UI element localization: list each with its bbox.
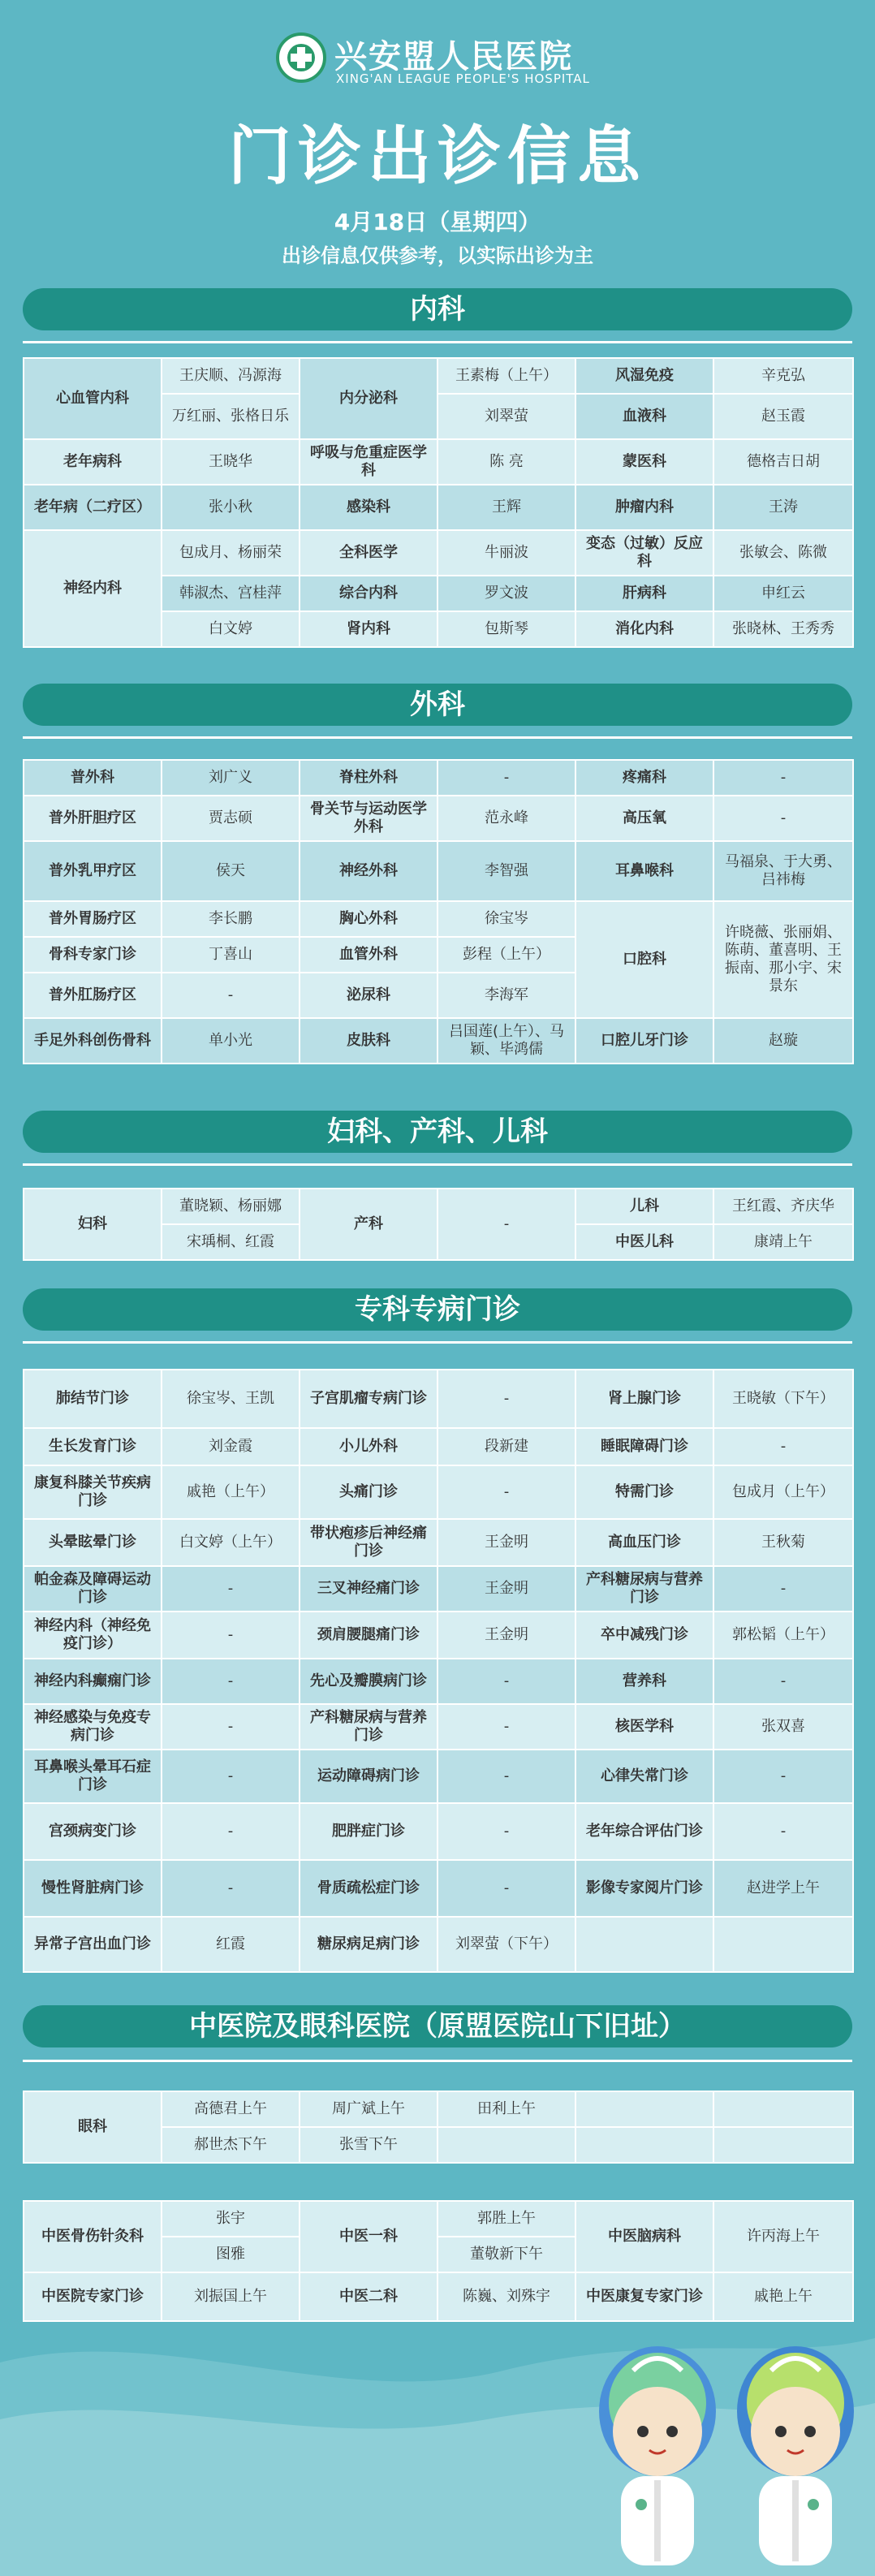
doctor-cell: 白文婷（上午） xyxy=(162,1519,300,1566)
dept-cell: 糖尿病足病门诊 xyxy=(300,1917,438,1972)
dept-cell: 颈肩腰腿痛门诊 xyxy=(300,1612,438,1659)
internal-medicine-table xyxy=(23,357,854,648)
doctor-cell: 红霞 xyxy=(162,1917,300,1972)
section-divider xyxy=(23,341,852,343)
doctor-cell: 张双喜 xyxy=(713,1704,853,1750)
section-divider xyxy=(23,736,852,739)
doctor-cell: 白文婷 xyxy=(162,611,300,647)
dept-cell: 中医脑病科 xyxy=(575,2201,713,2272)
empty-cell xyxy=(575,2091,713,2127)
doctor-cell: 包斯琴 xyxy=(438,611,575,647)
doctor-cell: - xyxy=(713,760,853,796)
dept-cell: 运动障碍病门诊 xyxy=(300,1750,438,1803)
empty-cell xyxy=(575,1917,713,1972)
doctor-cell: - xyxy=(162,973,300,1018)
section-title-specialty-clinics: 专科专病门诊 xyxy=(23,1288,852,1331)
dept-cell: 核医学科 xyxy=(575,1704,713,1750)
dept-cell: 肺结节门诊 xyxy=(24,1370,162,1428)
doctor-cell: 王金明 xyxy=(438,1612,575,1659)
doctor-cell: - xyxy=(438,1860,575,1917)
date-label: 4月18日（星期四） xyxy=(334,209,541,235)
doctor-cell: - xyxy=(713,1428,853,1465)
doctor-cell: - xyxy=(162,1803,300,1860)
dept-cell: 皮肤科 xyxy=(300,1018,438,1064)
doctor-cell: 刘振国上午 xyxy=(162,2272,300,2321)
dept-cell: 妇科 xyxy=(24,1189,162,1260)
dept-cell: 综合内科 xyxy=(300,576,438,611)
doctor-cell: 张宇 xyxy=(162,2201,300,2237)
doctor-cell: 段新建 xyxy=(438,1428,575,1465)
obgyn-table xyxy=(23,1188,854,1261)
dept-cell: 老年综合评估门诊 xyxy=(575,1803,713,1860)
dept-cell: 高血压门诊 xyxy=(575,1519,713,1566)
dept-cell: 血液科 xyxy=(575,394,713,439)
dept-cell: 神经内科 xyxy=(24,530,162,647)
section-divider xyxy=(23,1341,852,1344)
doctor-cell: 李长鹏 xyxy=(162,901,300,937)
doctor-cell: 王晓华 xyxy=(162,439,300,485)
doctor-cell: 董敬新下午 xyxy=(438,2237,575,2272)
section-divider xyxy=(23,1163,852,1166)
dept-cell: 骨关节与运动医学外科 xyxy=(300,796,438,841)
dept-cell: 帕金森及障碍运动门诊 xyxy=(24,1566,162,1612)
doctor-cell: 刘翠萤 xyxy=(438,394,575,439)
dept-cell: 子宫肌瘤专病门诊 xyxy=(300,1370,438,1428)
empty-cell xyxy=(575,2127,713,2163)
doctor-cell: 王红霞、齐庆华 xyxy=(713,1189,853,1224)
dept-cell: 头晕眩晕门诊 xyxy=(24,1519,162,1566)
doctor-cell: 包成月、杨丽荣 xyxy=(162,530,300,576)
dept-cell: 全科医学 xyxy=(300,530,438,576)
dept-cell: 感染科 xyxy=(300,485,438,530)
dept-cell: 带状疱疹后神经痛门诊 xyxy=(300,1519,438,1566)
dept-cell: 中医院专家门诊 xyxy=(24,2272,162,2321)
dept-cell: 呼吸与危重症医学科 xyxy=(300,439,438,485)
dept-cell: 蒙医科 xyxy=(575,439,713,485)
doctor-cell: 张敏会、陈微 xyxy=(713,530,853,576)
doctor-cell: 丁喜山 xyxy=(162,937,300,973)
dept-cell: 肝病科 xyxy=(575,576,713,611)
dept-cell: 三叉神经痛门诊 xyxy=(300,1566,438,1612)
dept-cell: 神经内科癫痫门诊 xyxy=(24,1659,162,1704)
section-title-surgery: 外科 xyxy=(23,684,852,726)
doctor-cell: 康靖上午 xyxy=(713,1224,853,1260)
dept-cell: 耳鼻喉科 xyxy=(575,841,713,901)
dept-cell: 心律失常门诊 xyxy=(575,1750,713,1803)
doctor-cell: 牛丽波 xyxy=(438,530,575,576)
dept-cell: 儿科 xyxy=(575,1189,713,1224)
doctor-cell: - xyxy=(438,1659,575,1704)
dept-cell: 耳鼻喉头晕耳石症门诊 xyxy=(24,1750,162,1803)
doctor-cell: 万红丽、张格日乐 xyxy=(162,394,300,439)
doctor-cell: 赵进学上午 xyxy=(713,1860,853,1917)
dept-cell: 肾上腺门诊 xyxy=(575,1370,713,1428)
doctor-cell: 郝世杰下午 xyxy=(162,2127,300,2163)
dept-cell: 生长发育门诊 xyxy=(24,1428,162,1465)
dept-cell: 血管外科 xyxy=(300,937,438,973)
doctor-cell: 刘金霞 xyxy=(162,1428,300,1465)
dept-cell: 消化内科 xyxy=(575,611,713,647)
ophthalmology-table xyxy=(23,2091,854,2164)
doctor-cell: 王金明 xyxy=(438,1566,575,1612)
dept-cell: 异常子宫出血门诊 xyxy=(24,1917,162,1972)
dept-cell: 产科 xyxy=(300,1189,438,1260)
empty-cell xyxy=(713,1917,853,1972)
doctor-cell: - xyxy=(713,1566,853,1612)
dept-cell: 手足外科创伤骨科 xyxy=(24,1018,162,1064)
doctor-cell: - xyxy=(438,1803,575,1860)
doctor-cell: - xyxy=(713,1659,853,1704)
section-title-internal-medicine: 内科 xyxy=(23,288,852,330)
doctor-cell: - xyxy=(438,1189,575,1260)
doctor-cell: - xyxy=(713,796,853,841)
dept-cell: 康复科膝关节疾病门诊 xyxy=(24,1465,162,1519)
doctor-cell: - xyxy=(162,1612,300,1659)
dept-cell: 神经内科（神经免疫门诊） xyxy=(24,1612,162,1659)
dept-cell: 口腔科 xyxy=(575,901,713,1018)
doctor-cell: 张晓林、王秀秀 xyxy=(713,611,853,647)
surgery-table xyxy=(23,759,854,1064)
dept-cell: 营养科 xyxy=(575,1659,713,1704)
dept-cell: 口腔儿牙门诊 xyxy=(575,1018,713,1064)
tcm-table xyxy=(23,2200,854,2322)
dept-cell: 肥胖症门诊 xyxy=(300,1803,438,1860)
doctor-cell: - xyxy=(713,1750,853,1803)
doctor-cell: 王晓敏（下午） xyxy=(713,1370,853,1428)
mascot-doctor-left-icon xyxy=(584,2338,731,2574)
dept-cell: 内分泌科 xyxy=(300,358,438,439)
doctor-cell: 王辉 xyxy=(438,485,575,530)
dept-cell: 老年病科 xyxy=(24,439,162,485)
dept-cell: 中医儿科 xyxy=(575,1224,713,1260)
doctor-cell: 彭程（上午） xyxy=(438,937,575,973)
mascot-doctor-right-icon xyxy=(722,2338,869,2574)
doctor-cell: 吕国莲(上午）、马颖、毕鸿儒 xyxy=(438,1018,575,1064)
dept-cell: 肾内科 xyxy=(300,611,438,647)
doctor-cell: - xyxy=(438,1370,575,1428)
doctor-cell: 王素梅（上午） xyxy=(438,358,575,394)
doctor-cell: 张小秋 xyxy=(162,485,300,530)
doctor-cell: - xyxy=(713,1803,853,1860)
doctor-cell: 张雪下午 xyxy=(300,2127,438,2163)
dept-cell: 骨科专家门诊 xyxy=(24,937,162,973)
doctor-cell: 范永峰 xyxy=(438,796,575,841)
dept-cell: 产科糖尿病与营养门诊 xyxy=(300,1704,438,1750)
doctor-cell: 徐宝岑 xyxy=(438,901,575,937)
doctor-cell: - xyxy=(162,1704,300,1750)
doctor-cell: 赵玉霞 xyxy=(713,394,853,439)
dept-cell: 中医二科 xyxy=(300,2272,438,2321)
doctor-cell: 图雅 xyxy=(162,2237,300,2272)
dept-cell: 卒中减残门诊 xyxy=(575,1612,713,1659)
doctor-cell: 马福泉、于大勇、吕祎梅 xyxy=(713,841,853,901)
dept-cell: 产科糖尿病与营养门诊 xyxy=(575,1566,713,1612)
dept-cell: 神经感染与免疫专病门诊 xyxy=(24,1704,162,1750)
empty-cell xyxy=(713,2091,853,2127)
doctor-cell: 包成月（上午） xyxy=(713,1465,853,1519)
doctor-cell: 许丙海上午 xyxy=(713,2201,853,2272)
dept-cell: 中医康复专家门诊 xyxy=(575,2272,713,2321)
doctor-cell: - xyxy=(438,1465,575,1519)
disclaimer-note: 出诊信息仅供参考，以实际出诊为主 xyxy=(282,244,593,267)
doctor-cell: - xyxy=(162,1750,300,1803)
dept-cell: 肿瘤内科 xyxy=(575,485,713,530)
doctor-cell: 韩淑杰、宫桂萍 xyxy=(162,576,300,611)
doctor-cell: 罗文波 xyxy=(438,576,575,611)
dept-cell: 中医一科 xyxy=(300,2201,438,2272)
doctor-cell: - xyxy=(162,1860,300,1917)
dept-cell: 变态（过敏）反应科 xyxy=(575,530,713,576)
dept-cell: 睡眠障碍门诊 xyxy=(575,1428,713,1465)
section-title-obgyn-pediatrics: 妇科、产科、儿科 xyxy=(23,1111,852,1153)
section-divider xyxy=(23,2060,852,2062)
doctor-cell: 王庆顺、冯源海 xyxy=(162,358,300,394)
dept-cell: 风湿免疫 xyxy=(575,358,713,394)
doctor-cell: 李海军 xyxy=(438,973,575,1018)
doctor-cell: - xyxy=(438,760,575,796)
doctor-cell: 陈巍、刘殊宇 xyxy=(438,2272,575,2321)
doctor-cell: 申红云 xyxy=(713,576,853,611)
doctor-cell: 郭松韬（上午） xyxy=(713,1612,853,1659)
dept-cell: 头痛门诊 xyxy=(300,1465,438,1519)
dept-cell: 宫颈病变门诊 xyxy=(24,1803,162,1860)
dept-cell: 骨质疏松症门诊 xyxy=(300,1860,438,1917)
page-header xyxy=(0,0,875,276)
dept-cell: 中医骨伤针灸科 xyxy=(24,2201,162,2272)
dept-cell: 脊柱外科 xyxy=(300,760,438,796)
dept-cell: 慢性肾脏病门诊 xyxy=(24,1860,162,1917)
doctor-cell: - xyxy=(438,1750,575,1803)
dept-cell: 老年病（二疗区） xyxy=(24,485,162,530)
doctor-cell: 赵璇 xyxy=(713,1018,853,1064)
page-title: 门诊出诊信息 xyxy=(227,120,647,193)
doctor-cell: 董晓颖、杨丽娜 xyxy=(162,1189,300,1224)
dept-cell: 疼痛科 xyxy=(575,760,713,796)
dept-cell: 胸心外科 xyxy=(300,901,438,937)
doctor-cell: 戚艳上午 xyxy=(713,2272,853,2321)
doctor-cell: 侯天 xyxy=(162,841,300,901)
doctor-cell: - xyxy=(162,1659,300,1704)
doctor-cell: 周广斌上午 xyxy=(300,2091,438,2127)
dept-cell: 先心及瓣膜病门诊 xyxy=(300,1659,438,1704)
doctor-cell: 德格吉日胡 xyxy=(713,439,853,485)
dept-cell: 影像专家阅片门诊 xyxy=(575,1860,713,1917)
doctor-cell: 徐宝岑、王凯 xyxy=(162,1370,300,1428)
doctor-cell: 单小光 xyxy=(162,1018,300,1064)
dept-cell: 高压氧 xyxy=(575,796,713,841)
doctor-cell: 王秋菊 xyxy=(713,1519,853,1566)
doctor-cell: 刘广义 xyxy=(162,760,300,796)
doctor-cell: 刘翠萤（下午） xyxy=(438,1917,575,1972)
hospital-logo-icon xyxy=(276,32,326,83)
empty-cell xyxy=(438,2127,575,2163)
empty-cell xyxy=(713,2127,853,2163)
dept-cell: 普外肛肠疗区 xyxy=(24,973,162,1018)
doctor-cell: 宋瑀桐、红霞 xyxy=(162,1224,300,1260)
doctor-cell: 田利上午 xyxy=(438,2091,575,2127)
doctor-cell: 李智强 xyxy=(438,841,575,901)
doctor-cell: 戚艳（上午） xyxy=(162,1465,300,1519)
doctor-cell: 郭胜上午 xyxy=(438,2201,575,2237)
hospital-english-name: XING'AN LEAGUE PEOPLE'S HOSPITAL xyxy=(336,71,590,86)
doctor-cell: 贾志硕 xyxy=(162,796,300,841)
dept-cell: 神经外科 xyxy=(300,841,438,901)
doctor-cell: 王涛 xyxy=(713,485,853,530)
specialty-table xyxy=(23,1369,854,1973)
dept-cell: 泌尿科 xyxy=(300,973,438,1018)
dept-cell: 眼科 xyxy=(24,2091,162,2163)
dept-cell: 普外乳甲疗区 xyxy=(24,841,162,901)
doctor-cell: - xyxy=(438,1704,575,1750)
doctor-cell: 陈 亮 xyxy=(438,439,575,485)
hospital-name: 兴安盟人民医院 xyxy=(334,38,573,76)
dept-cell: 心血管内科 xyxy=(24,358,162,439)
doctor-cell: 许晓薇、张丽娟、陈萌、董喜明、王振南、那小宇、宋景东 xyxy=(713,901,853,1018)
doctor-cell: - xyxy=(162,1566,300,1612)
doctor-cell: 高德君上午 xyxy=(162,2091,300,2127)
dept-cell: 普外肝胆疗区 xyxy=(24,796,162,841)
doctor-cell: 辛克弘 xyxy=(713,358,853,394)
dept-cell: 普外胃肠疗区 xyxy=(24,901,162,937)
doctor-cell: 王金明 xyxy=(438,1519,575,1566)
dept-cell: 小儿外科 xyxy=(300,1428,438,1465)
dept-cell: 普外科 xyxy=(24,760,162,796)
section-title-tcm-eye-hospital: 中医院及眼科医院（原盟医院山下旧址） xyxy=(23,2005,852,2047)
dept-cell: 特需门诊 xyxy=(575,1465,713,1519)
